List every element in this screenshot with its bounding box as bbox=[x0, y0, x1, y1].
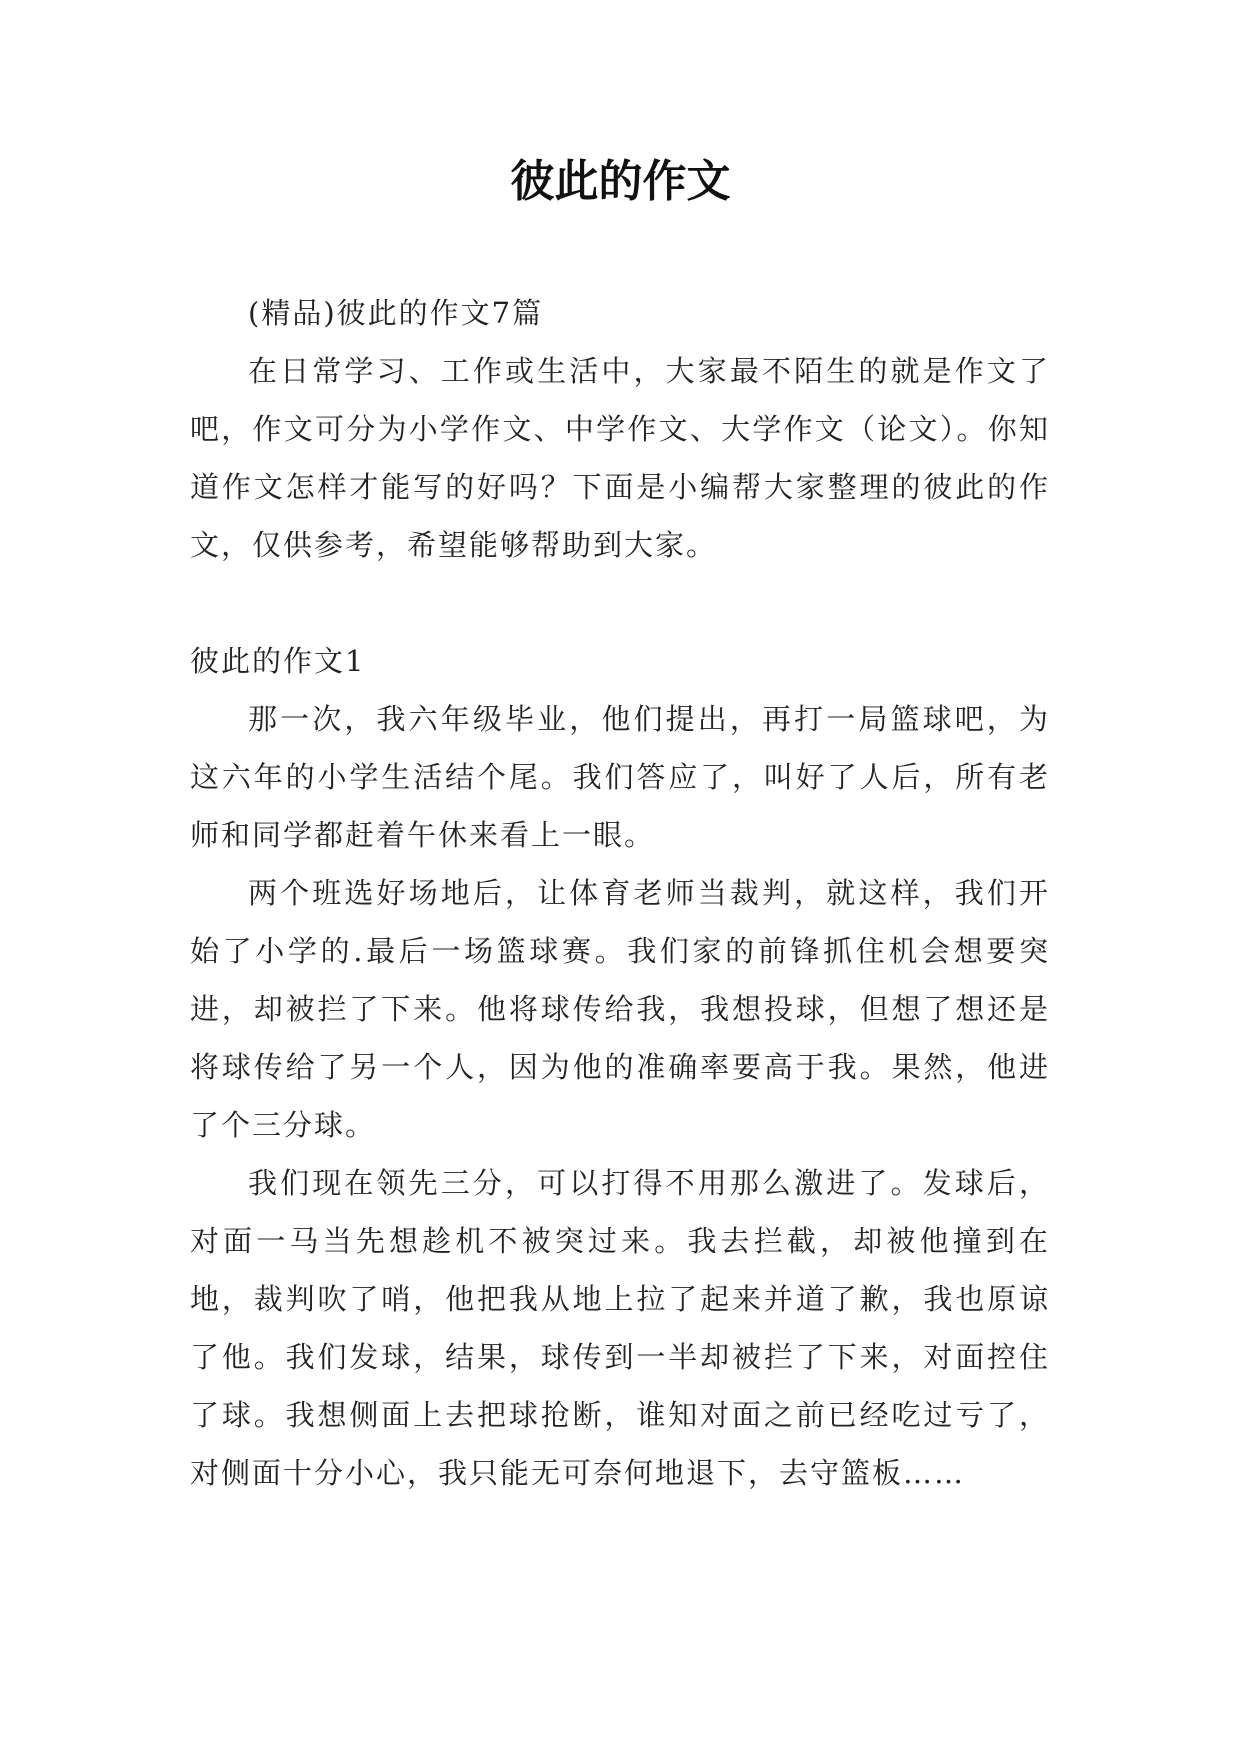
body-paragraph: 我们现在领先三分，可以打得不用那么激进了。发球后，对面一马当先想趁机不被突过来。我去拦截，却被他撞到在地，裁判吹了哨，他把我从地上拉了起来并道了歉，我也原谅了他。我们发球，结果，球传到一半却被拦了下来，对面控住了球。我想侧面上去把球抢断，谁知对面之前已经吃过亏了，对侧面十分小心，我只能无可奈何地退下，去守篮板…… bbox=[190, 1166, 1050, 1490]
section-gap bbox=[190, 574, 1050, 632]
body-paragraph: 那一次，我六年级毕业，他们提出，再打一局篮球吧，为这六年的小学生活结个尾。我们答应了，叫好了人后，所有老师和同学都赶着午休来看上一眼。 bbox=[190, 702, 1050, 852]
section-heading: 彼此的作文1 bbox=[190, 644, 366, 678]
intro-paragraph: 在日常学习、工作或生活中，大家最不陌生的就是作文了吧，作文可分为小学作文、中学作文、大学作文（论文）。你知道作文怎样才能写的好吗？下面是小编帮大家整理的彼此的作文，仅供参考，希望能够帮助到大家。 bbox=[190, 354, 1050, 562]
body-paragraph: 两个班选好场地后，让体育老师当裁判，就这样，我们开始了小学的.最后一场篮球赛。我们家的前锋抓住机会想要突进，却被拦了下来。他将球传给我，我想投球，但想了想还是将球传给了另一个人，因为他的准确率要高于我。果然，他进了个三分球。 bbox=[190, 876, 1050, 1142]
document-title: 彼此的作文 bbox=[510, 156, 731, 207]
document-body bbox=[190, 284, 1050, 1502]
document-subtitle: (精品)彼此的作文7篇 bbox=[248, 296, 544, 330]
